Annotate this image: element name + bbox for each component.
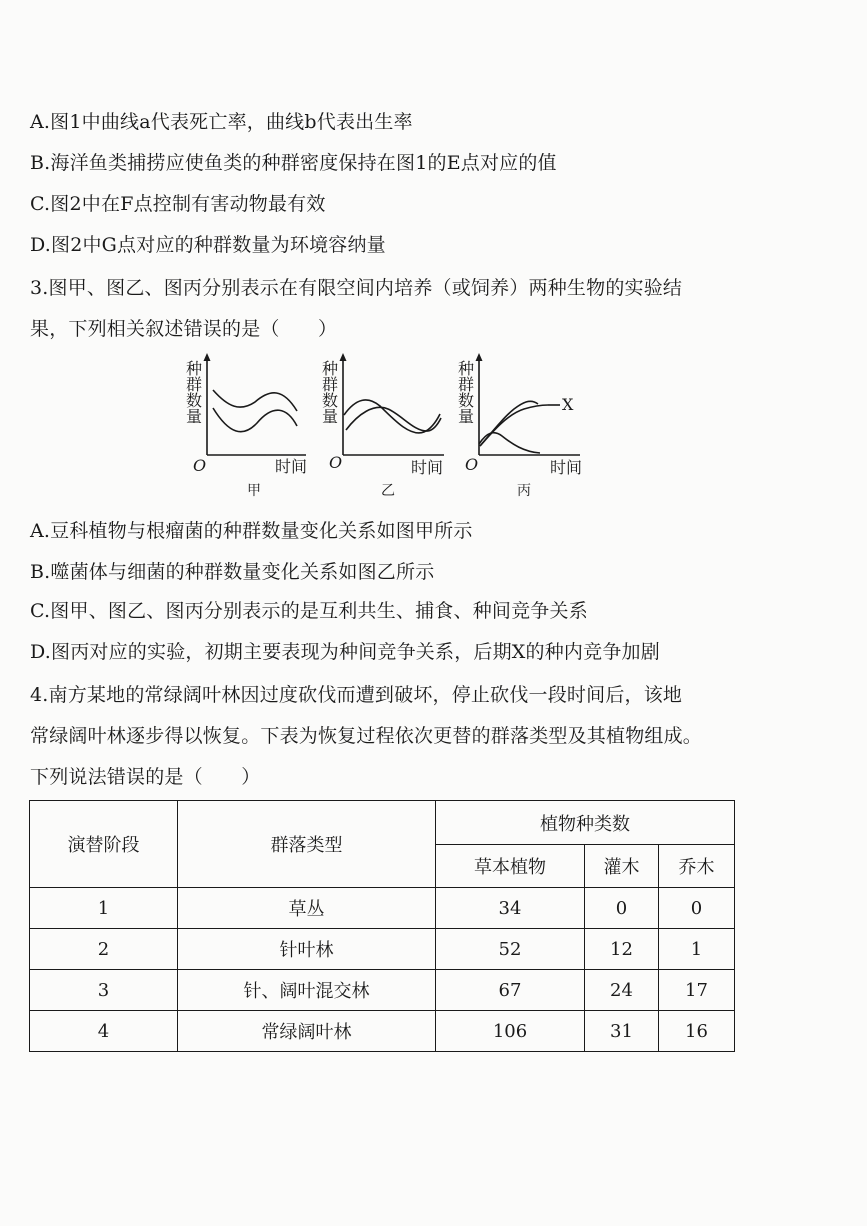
cell-stage: 1 [30, 888, 178, 929]
q3-stem-line1: 3.图甲、图乙、图丙分别表示在有限空间内培养（或饲养）两种生物的实验结 [30, 277, 683, 299]
succession-table [29, 800, 735, 1052]
curve-lower [213, 408, 297, 432]
q3-option-a: A.豆科植物与根瘤菌的种群数量变化关系如图甲所示 [30, 520, 473, 542]
origin-label: O [193, 456, 207, 475]
cell-shrub: 24 [585, 970, 659, 1011]
graph-caption: 甲 [247, 483, 261, 499]
origin-label: O [465, 455, 479, 474]
table-header-row [30, 801, 735, 845]
q2-option-d: D.图2中G点对应的种群数量为环境容纳量 [30, 234, 386, 256]
q2-option-a: A.图1中曲线a代表死亡率，曲线b代表出生率 [30, 111, 413, 133]
q4-stem-line1: 4.南方某地的常绿阔叶林因过度砍伐而遭到破坏，停止砍伐一段时间后，该地 [30, 684, 683, 706]
cell-shrub: 0 [585, 888, 659, 929]
header-shrub: 灌木 [585, 845, 659, 888]
graph-caption: 乙 [381, 483, 395, 499]
q4-stem-line2: 常绿阔叶林逐步得以恢复。下表为恢复过程依次更替的群落类型及其植物组成。 [30, 725, 703, 747]
cell-shrub: 12 [585, 929, 659, 970]
q2-option-b: B.海洋鱼类捕捞应使鱼类的种群密度保持在图1的E点对应的值 [30, 152, 557, 174]
table-row [30, 1011, 735, 1052]
x-axis-label: 时间 [275, 457, 308, 476]
q4-stem-line3: 下列说法错误的是（ ） [30, 766, 261, 788]
cell-tree: 1 [659, 929, 735, 970]
cell-tree: 16 [659, 1011, 735, 1052]
y-axis-arrow [340, 353, 347, 361]
cell-type: 草丛 [178, 888, 436, 929]
graph-yi [316, 352, 466, 502]
q3-option-c: C.图甲、图乙、图丙分别表示的是互利共生、捕食、种间竞争关系 [30, 600, 588, 622]
header-herb: 草本植物 [436, 845, 585, 888]
cell-type: 常绿阔叶林 [178, 1011, 436, 1052]
q3-option-b: B.噬菌体与细菌的种群数量变化关系如图乙所示 [30, 561, 435, 583]
q3-stem-line2: 果，下列相关叙述错误的是（ ） [30, 318, 338, 340]
cell-stage: 4 [30, 1011, 178, 1052]
header-stage: 演替阶段 [30, 801, 178, 888]
graph-jia [180, 352, 330, 502]
graph-caption: 丙 [517, 483, 531, 499]
curve-upper [213, 390, 297, 411]
cell-shrub: 31 [585, 1011, 659, 1052]
y-axis-arrow [476, 353, 483, 361]
cell-type: 针叶林 [178, 929, 436, 970]
cell-herb: 106 [436, 1011, 585, 1052]
cell-stage: 2 [30, 929, 178, 970]
q3-option-d: D.图丙对应的实验，初期主要表现为种间竞争关系，后期X的种内竞争加剧 [30, 641, 660, 663]
origin-label: O [329, 453, 343, 472]
x-axis-label: 时间 [550, 458, 583, 477]
header-plant-species-count: 植物种类数 [436, 801, 735, 845]
header-tree: 乔木 [659, 845, 735, 888]
y-axis-arrow [204, 353, 211, 361]
table-row [30, 970, 735, 1011]
q2-option-c: C.图2中在F点控制有害动物最有效 [30, 193, 326, 215]
cell-tree: 0 [659, 888, 735, 929]
cell-tree: 17 [659, 970, 735, 1011]
cell-herb: 34 [436, 888, 585, 929]
curve-label-x: X [562, 395, 574, 414]
y-axis-label: 种群数量 [183, 360, 203, 424]
table-row [30, 929, 735, 970]
curve-x-plateau [480, 405, 548, 446]
y-axis-label: 种群数量 [455, 360, 475, 424]
x-axis-label: 时间 [411, 458, 444, 477]
graph-bing [452, 352, 602, 502]
header-community-type: 群落类型 [178, 801, 436, 888]
table-row [30, 888, 735, 929]
cell-herb: 67 [436, 970, 585, 1011]
y-axis-label: 种群数量 [319, 360, 339, 424]
cell-stage: 3 [30, 970, 178, 1011]
cell-herb: 52 [436, 929, 585, 970]
cell-type: 针、阔叶混交林 [178, 970, 436, 1011]
